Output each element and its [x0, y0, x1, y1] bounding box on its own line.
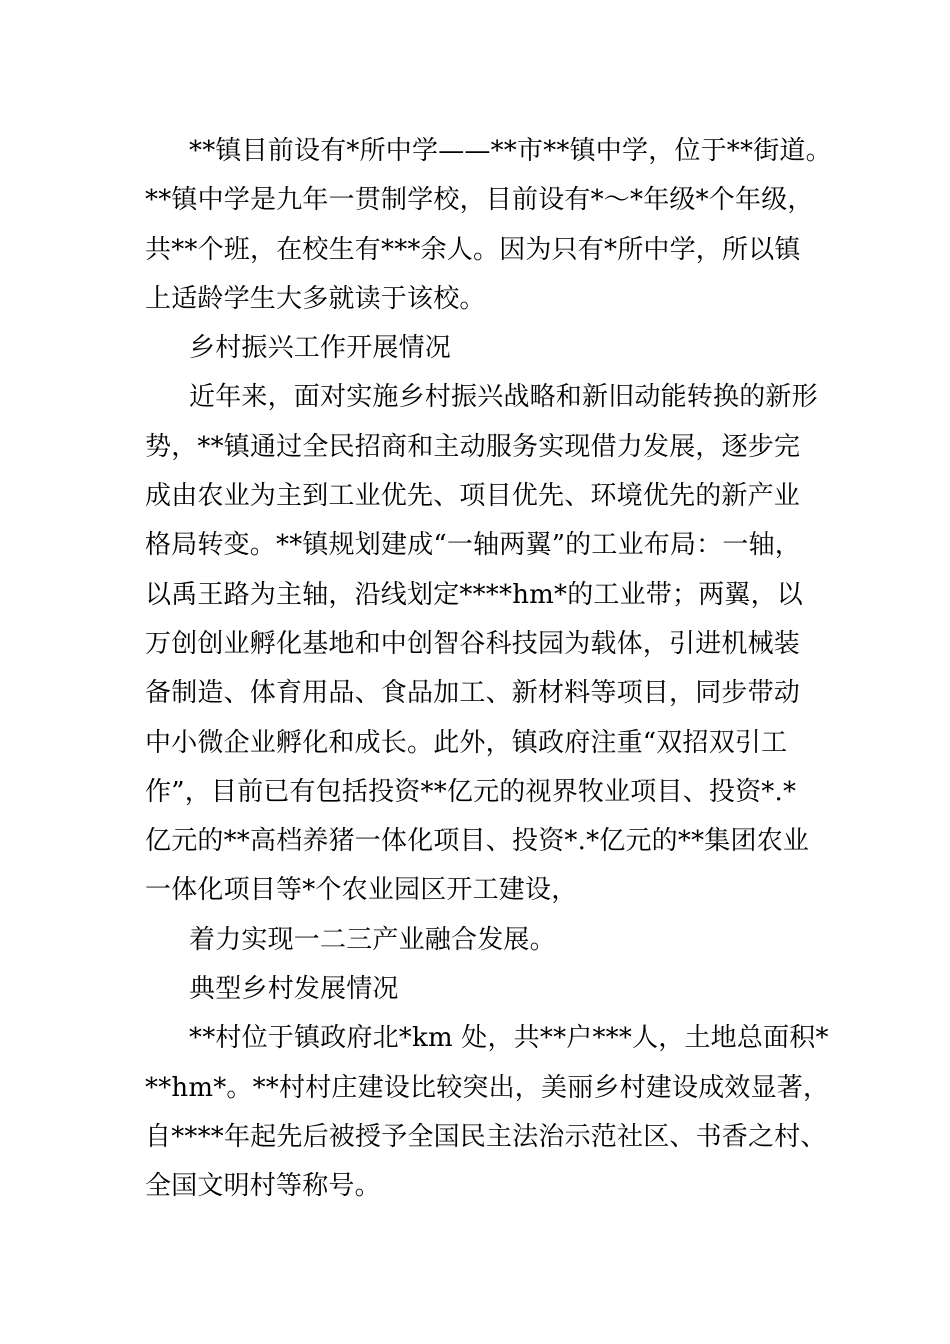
paragraph-line: 备制造、体育用品、食品加工、新材料等项目，同步带动	[145, 678, 801, 709]
paragraph-line: **镇目前设有*所中学——**市**镇中学，位于**街道。	[189, 136, 832, 166]
paragraph-line: 中小微企业孵化和成长。此外，镇政府注重“双招双引工	[145, 727, 788, 758]
paragraph-line: 一体化项目等*个农业园区开工建设，	[145, 875, 578, 906]
paragraph-line: 作”，目前已有包括投资**亿元的视界牧业项目、投资*.*	[145, 776, 797, 807]
paragraph-line: **镇中学是九年一贯制学校，目前设有*～*年级*个年级，	[145, 185, 814, 216]
paragraph-line: 亿元的**高档养猪一体化项目、投资*.*亿元的**集团农业	[145, 826, 810, 857]
paragraph-line: 全国文明村等称号。	[145, 1171, 381, 1202]
paragraph-line: 万创创业孵化基地和中创智谷科技园为载体，引进机械装	[145, 628, 801, 659]
paragraph-line: 近年来，面对实施乡村振兴战略和新旧动能转换的新形	[189, 382, 818, 413]
section-heading: 典型乡村发展情况	[189, 974, 399, 1005]
section-heading: 乡村振兴工作开展情况	[189, 333, 452, 364]
paragraph-line: 格局转变。**镇规划建成“一轴两翼”的工业布局：一轴，	[145, 530, 801, 561]
paragraph-line: **村位于镇政府北*km 处，共**户***人，土地总面积*	[189, 1023, 829, 1054]
paragraph-line: 着力实现一二三产业融合发展。	[189, 924, 556, 955]
document-body	[145, 127, 832, 1212]
paragraph-line: 自****年起先后被授予全国民主法治示范社区、书香之村、	[145, 1121, 827, 1152]
paragraph-line: 共**个班，在校生有***余人。因为只有*所中学，所以镇	[145, 234, 801, 265]
paragraph-line: 上适龄学生大多就读于该校。	[145, 283, 486, 314]
paragraph-line: 以禹王路为主轴，沿线划定****hm*的工业带；两翼，以	[145, 579, 803, 610]
paragraph-line: 势，**镇通过全民招商和主动服务实现借力发展，逐步完	[145, 431, 801, 462]
paragraph-line: 成由农业为主到工业优先、项目优先、环境优先的新产业	[145, 481, 801, 512]
paragraph-line: **hm*。**村村庄建设比较突出，美丽乡村建设成效显著，	[145, 1072, 830, 1103]
